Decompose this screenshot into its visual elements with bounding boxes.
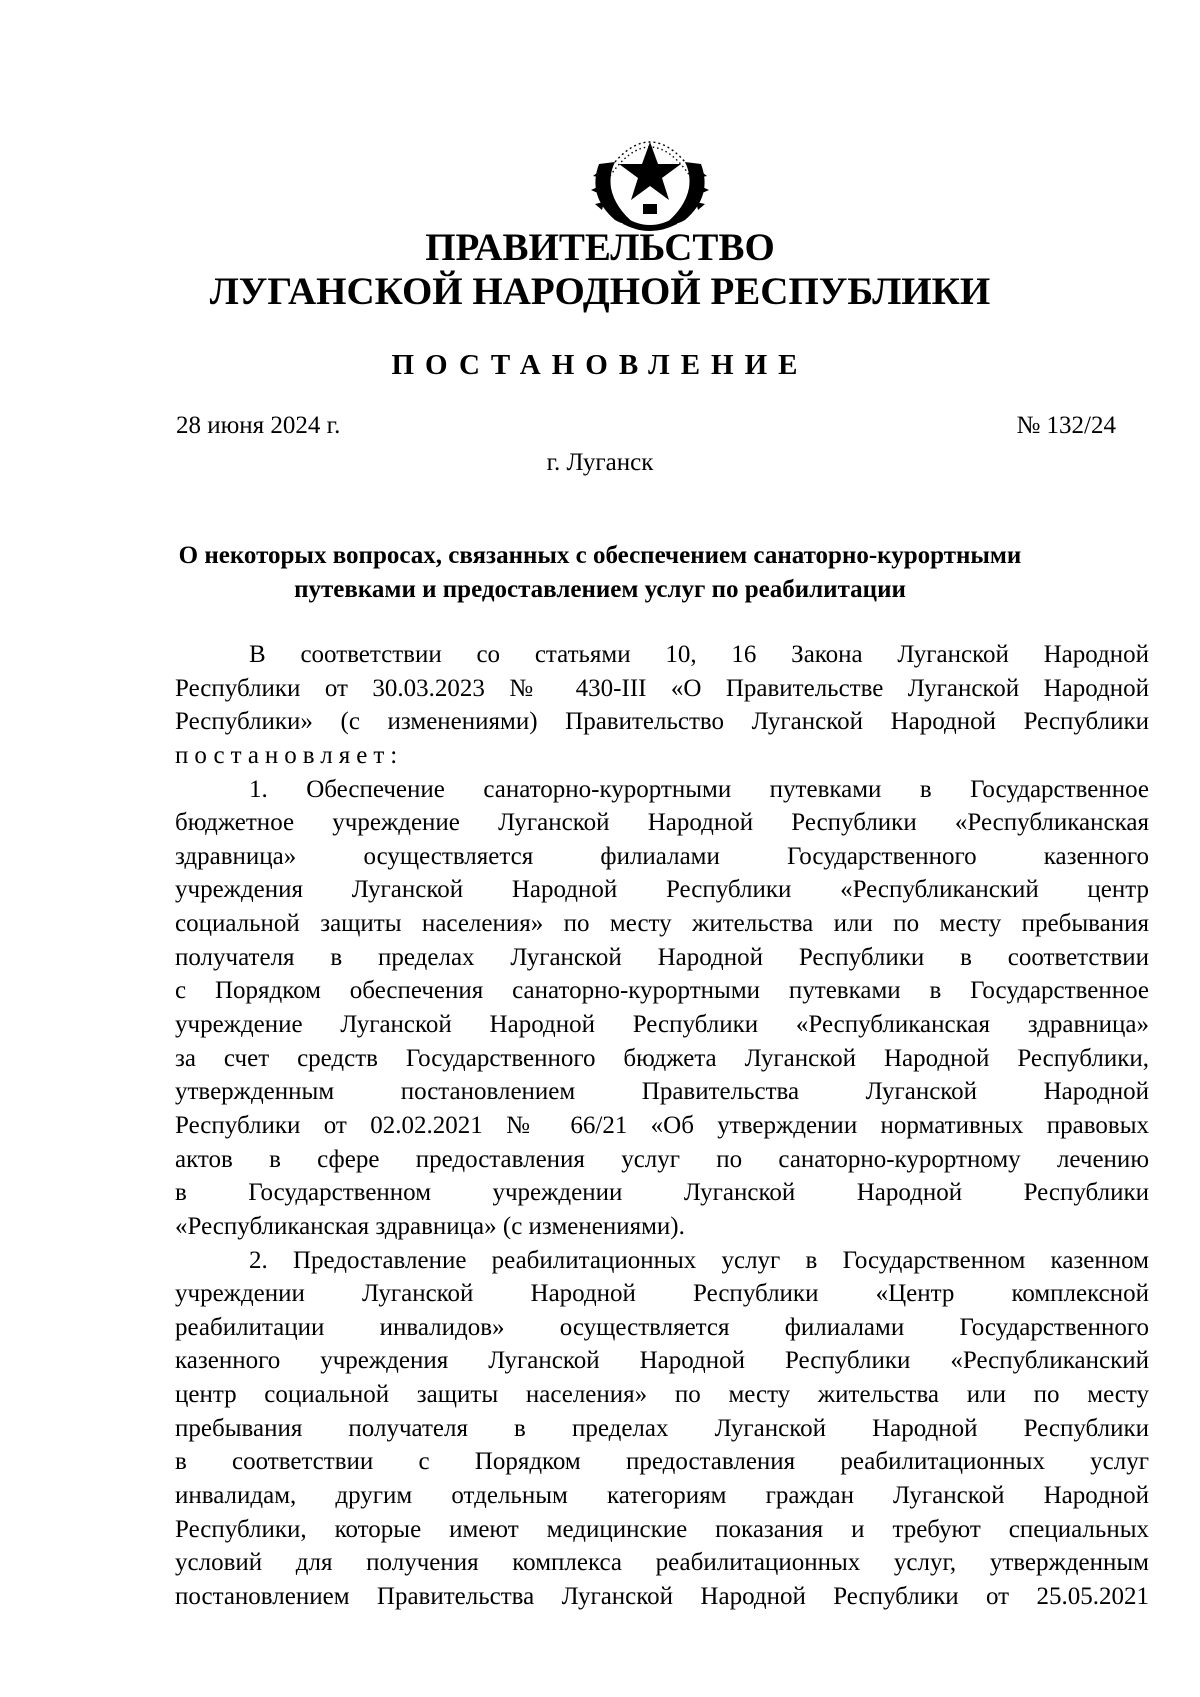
body-line: 2. Предоставление реабилитационных услуг в Государственном казенном xyxy=(249,1246,1149,1274)
organization-name-line-2: ЛУГАНСКОЙ НАРОДНОЙ РЕСПУБЛИКИ xyxy=(209,270,991,313)
body-line: учреждение Луганской Народной Республики «Республиканская здравница» xyxy=(175,1011,1149,1039)
body-line: инвалидам, другим отдельным категориям граждан Луганской Народной xyxy=(175,1482,1149,1510)
body-line: Республики, которые имеют медицинские показания и требуют специальных xyxy=(175,1515,1149,1543)
document-type: ПОСТАНОВЛЕНИЕ xyxy=(391,349,809,381)
document-number: № 132/24 xyxy=(1016,412,1116,439)
document-date: 28 июня 2024 г. xyxy=(176,412,341,439)
title-line: путевками и предоставлением услуг по реабилитации xyxy=(294,576,906,603)
coat-of-arms-emblem xyxy=(585,116,715,234)
document-body xyxy=(175,638,1149,1614)
body-line: В соответствии со статьями 10, 16 Закона Луганской Народной xyxy=(249,641,1149,668)
body-line: здравница» осуществляется филиалами Государственного казенного xyxy=(175,842,1149,870)
body-line: центр социальной защиты населения» по месту жительства или по месту xyxy=(175,1381,1149,1409)
body-line: бюджетное учреждение Луганской Народной Республики «Республиканская xyxy=(175,809,1149,837)
body-line: за счет средств Государственного бюджета Луганской Народной Республики, xyxy=(175,1044,1149,1072)
body-line: в соответствии с Порядком предоставления реабилитационных услуг xyxy=(175,1448,1149,1476)
document-title xyxy=(0,539,1200,607)
body-line: с Порядком обеспечения санаторно-курортными путевками в Государственное xyxy=(175,977,1149,1005)
body-line: учреждения Луганской Народной Республики «Республиканский центр xyxy=(175,876,1149,904)
body-line: пребывания получателя в пределах Луганской Народной Республики xyxy=(175,1414,1149,1442)
body-line: социальной защиты населения» по месту жительства или по месту пребывания xyxy=(175,910,1149,938)
body-line: казенного учреждения Луганской Народной Республики «Республиканский xyxy=(175,1347,1149,1375)
body-line: условий для получения комплекса реабилитационных услуг, утвержденным xyxy=(175,1549,1149,1577)
document-city: г. Луганск xyxy=(546,449,654,476)
body-line: Республики от 02.02.2021 № 66/21 «Об утверждении нормативных правовых xyxy=(175,1111,1149,1139)
body-line: постановляет: xyxy=(175,741,404,769)
body-line: постановлением Правительства Луганской Народной Республики от 25.05.2021 xyxy=(175,1582,1149,1610)
body-line: Республики от 30.03.2023 № 430-III «О Правительстве Луганской Народной xyxy=(175,674,1149,702)
body-line: «Республиканская здравница» (с изменениями). xyxy=(175,1212,685,1240)
body-line: Республики» (с изменениями) Правительство Луганской Народной Республики xyxy=(175,708,1149,736)
body-line: утвержденным постановлением Правительства Луганской Народной xyxy=(175,1078,1149,1106)
body-line: 1. Обеспечение санаторно-курортными путевками в Государственное xyxy=(249,775,1149,803)
body-line: реабилитации инвалидов» осуществляется филиалами Государственного xyxy=(175,1313,1149,1341)
organization-name-line-1: ПРАВИТЕЛЬСТВО xyxy=(425,226,775,269)
title-line: О некоторых вопросах, связанных с обеспечением санаторно-курортными xyxy=(178,542,1022,569)
body-line: получателя в пределах Луганской Народной Республики в соответствии xyxy=(175,943,1149,971)
body-line: в Государственном учреждении Луганской Народной Республики xyxy=(175,1179,1149,1207)
body-line: актов в сфере предоставления услуг по санаторно-курортному лечению xyxy=(175,1145,1149,1173)
body-line: учреждении Луганской Народной Республики «Центр комплексной xyxy=(175,1280,1149,1308)
